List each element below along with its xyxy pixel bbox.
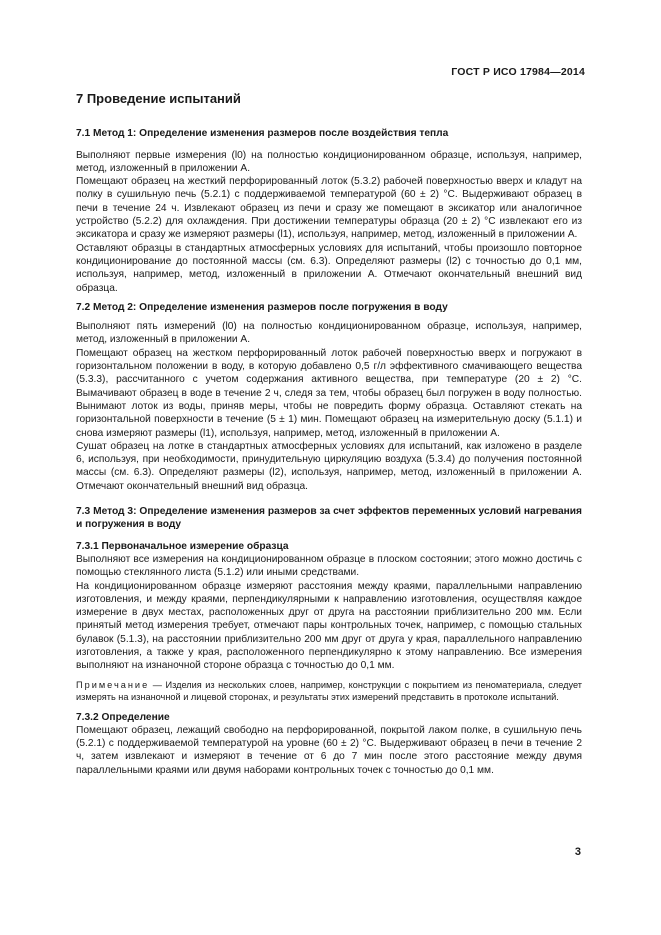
section-7-2-paragraph-2: Помещают образец на жестком перфорированный лоток рабочей поверхностью вверх и погружают в горизонтальном положении в воду, в которую добавлено 0,5 г/л эффективного смачивающего вещества (5.3.3), рассчитанного с учетом содержания активного вещества, при температуре (20 ± 2) °С. Вымачивают образец в воде в течение 2 ч, следя за тем, чтобы образец был погружен в воду полностью. Вынимают лоток из воды, приняв меры, чтобы не повредить форму образца. Оставляют стекать на горизонтальной поверхности в течение (5 ± 1) мин. Помещают образец на измерительную доску (5.1.1) и снова измеряют размеры (l1), используя, например, метод, изложенный в приложении А. (76, 347, 582, 439)
note-text: — Изделия из нескольких слоев, например, конструкции с покрытием из пеноматериала, следует измерять на изнаночной и лицевой сторонах, и результаты этих измерений представить в протоколе испытаний. (76, 679, 582, 702)
section-7-1-paragraph-2: Помещают образец на жесткий перфорированный лоток (5.3.2) рабочей поверхностью вверх и кладут на полку в сушильную печь (5.2.1) с поддерживаемой температурой (60 ± 2) °С. Выдерживают образец в печи в течение 24 ч. Извлекают образец из печи и сразу же помещают в эксикатор или аналогичное устройство (5.2.2) для охлаждения. При достижении температуры образца (20 ± 2) °С извлекают его из эксикатора и сразу же измеряют размеры (l1), используя, например, метод, изложенный в приложении А. (76, 176, 582, 241)
section-7-2-paragraph-1: Выполняют пять измерений (l0) на полностью кондиционированном образце, используя, например, метод, изложенный в приложении А. (76, 321, 582, 346)
page-number: 3 (574, 846, 581, 858)
section-7-1-paragraph-3: Оставляют образцы в стандартных атмосферных условиях для испытаний, чтобы произошло повторное кондиционирование до постоянной массы (см. 6.3). Определяют размеры (l2) с точностью до 0,1 мм, используя, например, метод, изложенный в приложении А. Отмечают окончательный внешний вид образца. (76, 242, 582, 294)
section-7-2-paragraph-3: Сушат образец на лотке в стандартных атмосферных условиях для испытаний, как изложено в разделе 6, используя, при необходимости, принудительную циркуляцию воздуха (5.3.4) до получения постоянной массы (см. 6.3). Определяют размеры (l2), используя, например, метод, изложенный в приложении А. Отмечают окончательный внешний вид образца. (76, 440, 582, 492)
section-7-2-title: 7.2 Метод 2: Определение изменения размеров после погружения в воду (76, 301, 448, 313)
section-7-3-2-title: 7.3.2 Определение (76, 711, 170, 723)
page-content (76, 90, 582, 777)
section-7-3-1-title: 7.3.1 Первоначальное измерение образца (76, 540, 289, 552)
section-7-3-title: 7.3 Метод 3: Определение изменения размеров за счет эффектов переменных условий нагревания и погружения в воду (76, 506, 582, 531)
section-7-3-2-paragraph-1: Помещают образец, лежащий свободно на перфорированной, покрытой лаком полке, в сушильную печь (5.2.1) с поддерживаемой температурой на уровне (60 ± 2) °С. Выдерживают образец в печи в течение 2 ч, затем извлекают и измеряют в течение от 6 до 7 мин после этого расстояние между двумя параллельными краями или двумя наборами контрольных точек с точностью до 0,1 мм. (76, 724, 582, 776)
section-7-3-1-paragraph-2: На кондиционированном образце измеряют расстояния между краями, параллельными направлению изготовления, и между краями, перпендикулярными к направлению изготовления, осуществляя каждое измерение в двух местах, расположенных друг от друга на расстоянии приблизительно 200 мм. Если принятый метод измерения требует, отмечают пары контрольных точек, например, с помощью стальных булавок (5.1.3), на расстоянии приблизительно 200 мм друг от друга у края, параллельного направлению изготовления, а также у края, расположенного перпендикулярно к этому направлению. Все измерения выполняют на изнаночной стороне образца с точностью до 0,1 мм. (76, 580, 582, 672)
section-7-3-1-paragraph-1: Выполняют все измерения на кондиционированном образце в плоском состоянии; этого можно достичь с помощью стеклянного листа (5.1.2) или иными средствами. (76, 553, 582, 579)
note-label: Примечание (76, 679, 150, 690)
note (76, 679, 582, 703)
section-7-1-title: 7.1 Метод 1: Определение изменения размеров после воздействия тепла (76, 128, 449, 140)
document-header: ГОСТ Р ИСО 17984—2014 (451, 66, 585, 78)
section-7-1-paragraph-1: Выполняют первые измерения (l0) на полностью кондиционированном образце, используя, например, метод, изложенный в приложении А. (76, 149, 582, 174)
chapter-title: 7 Проведение испытаний (76, 91, 241, 106)
